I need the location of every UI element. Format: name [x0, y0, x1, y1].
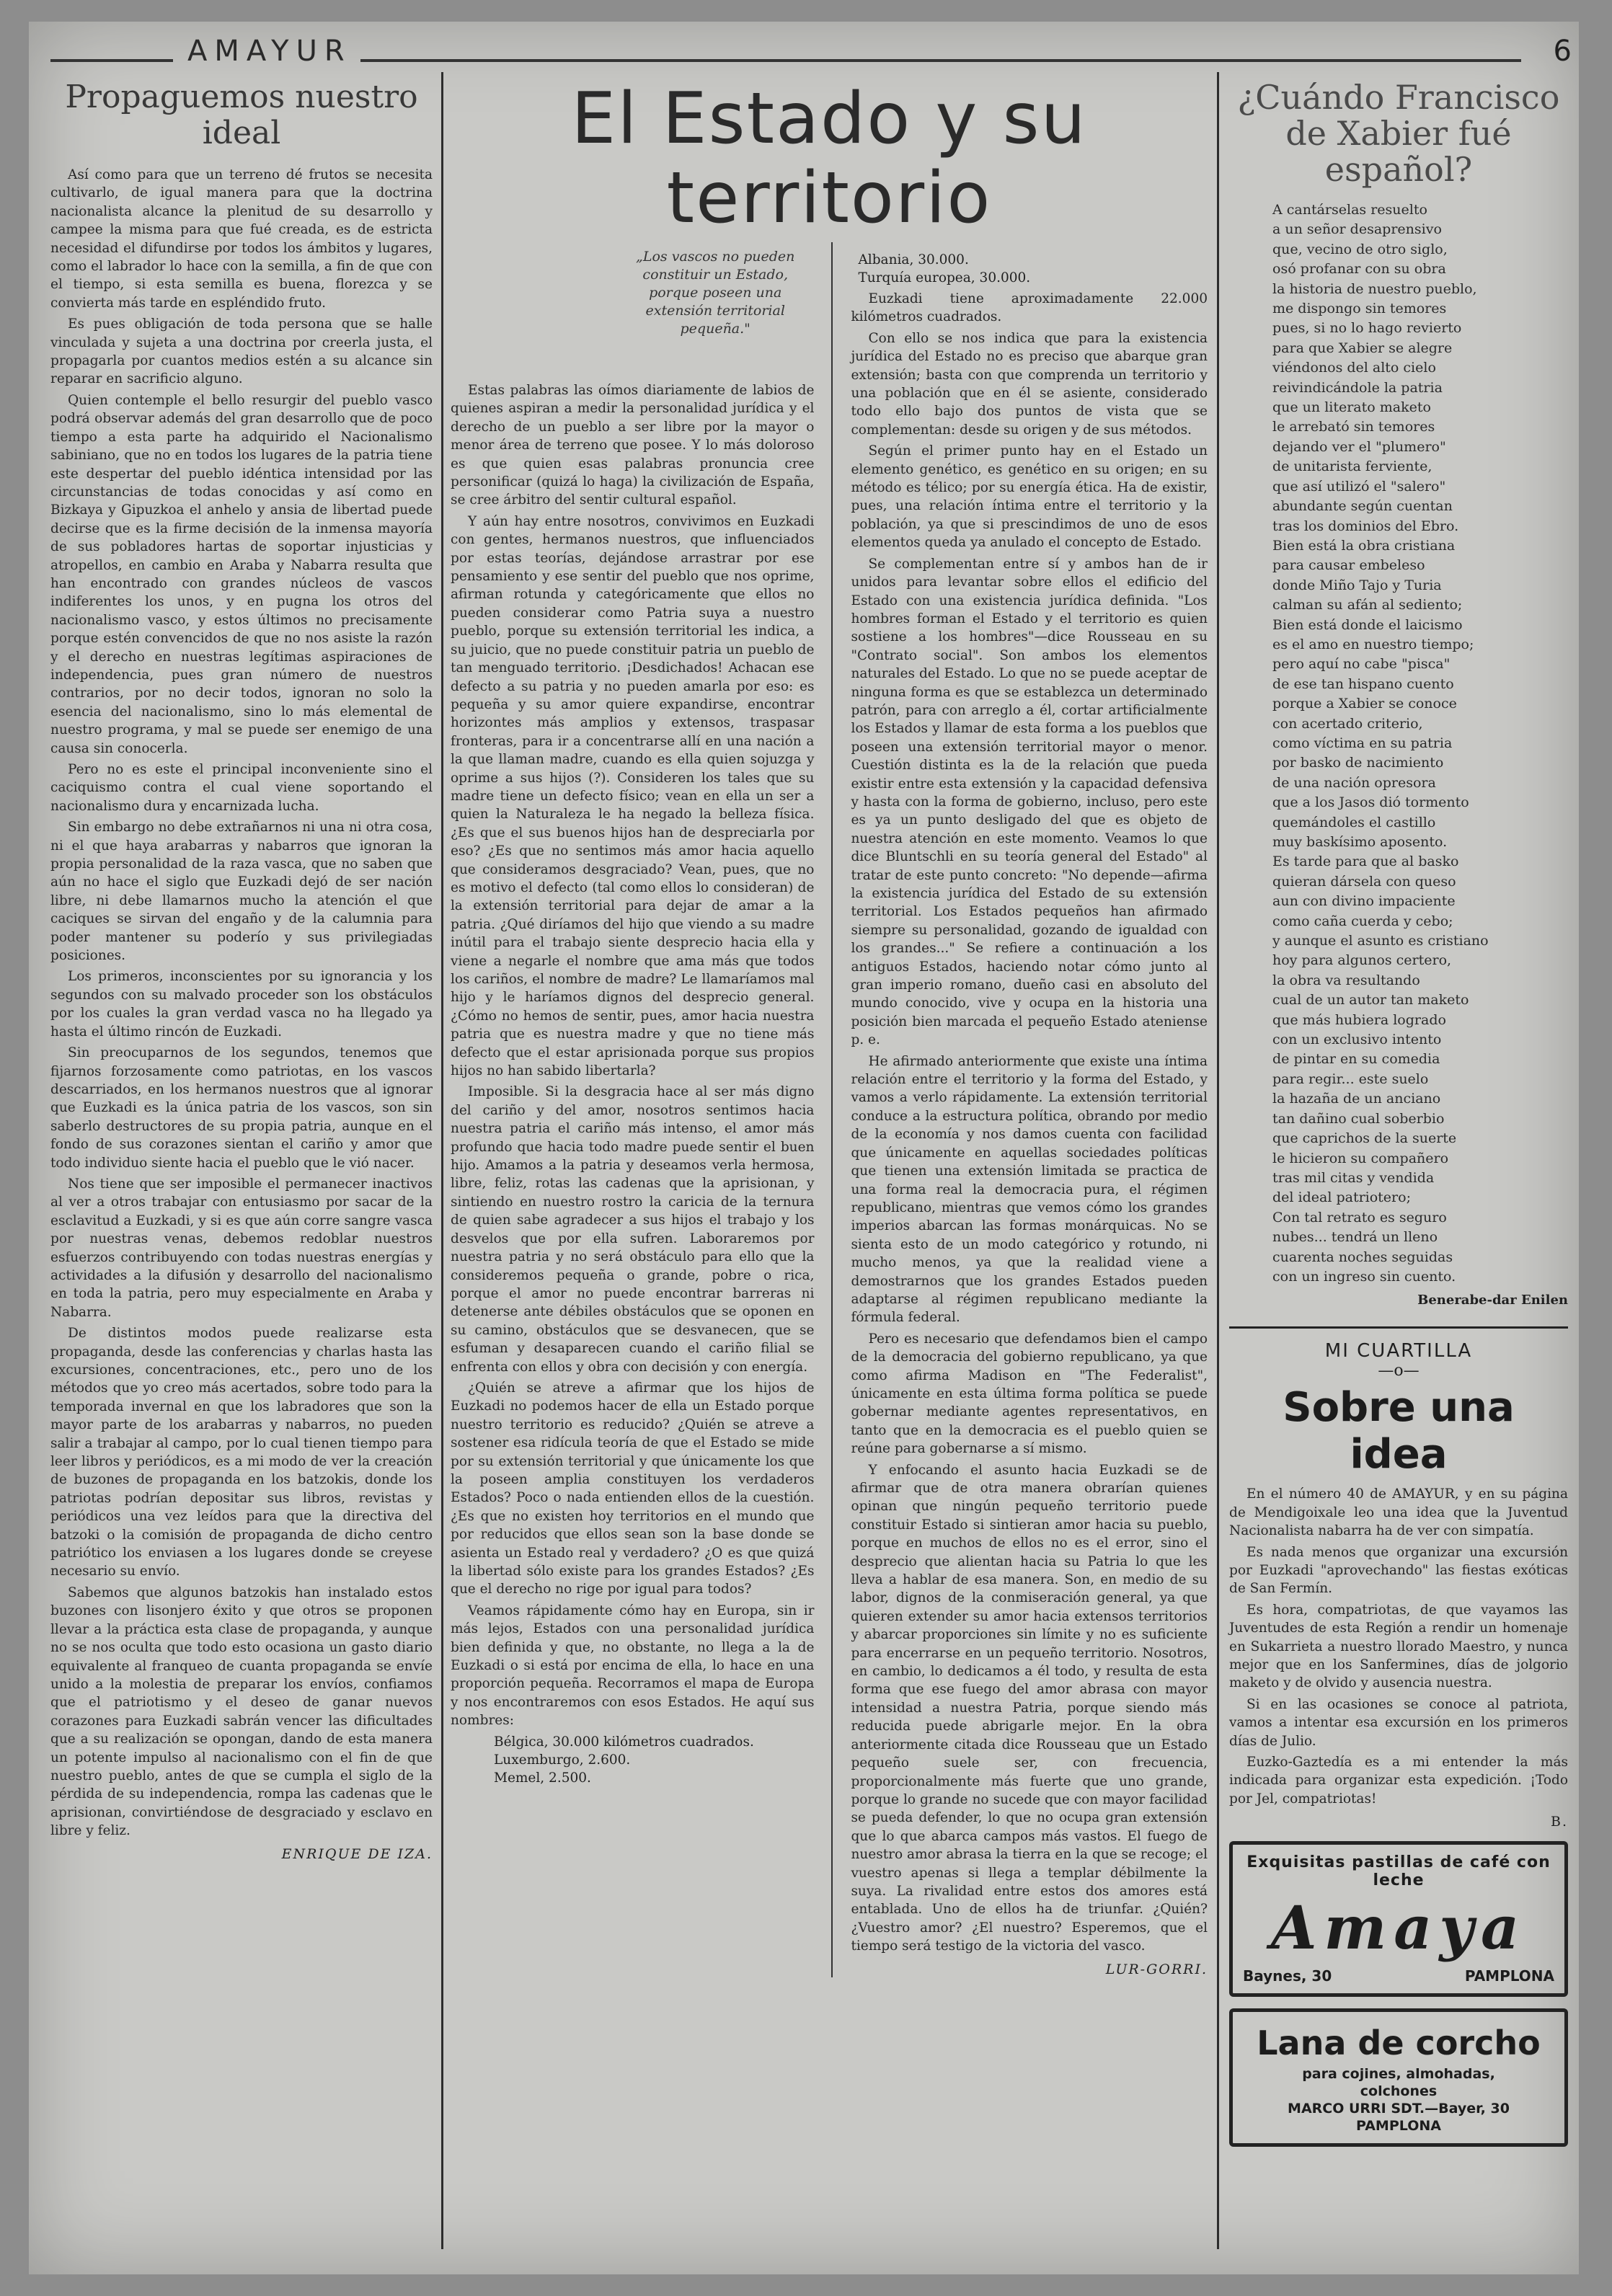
- masthead: [50, 35, 1572, 78]
- paragraph: Imposible. Si la desgracia hace al ser más digno del cariño y del amor, nosotros sentimos hacia nuestra patria el cariño más intenso, el amor más profundo que hacia todo madre puede sentir el buen hijo. Amamos a la patria y deseamos verla hermosa, libre, feliz, rotas las cadenas que la aprisionan, y sintiendo en nuestro rostro la caricia de la ternura de quien sabe agradecer a sus hijos el trabajo y los desvelos que por ella sufren. Laboraremos por nuestra patria y no será obstáculo para ello que la consideremos pequeña o grande, pobre o rica, porque el amor no puede encontrar barreras ni detenerse ante débiles obstáculos que se oponen en su camino, obstáculos que se desvanecen, que se esfuman y desaparecen cuando el cariño filial se enfrenta con ellos y obra con decisión y con energía.: [451, 1084, 815, 1375]
- poem-body: [1229, 200, 1568, 1287]
- left-article: [50, 79, 433, 1862]
- page-number: 6: [1553, 35, 1572, 68]
- center-epigraph: „Los vascos no pueden constituir un Estado, porque poseen una extensión territorial pequeña.": [636, 249, 795, 337]
- cuartilla-title: Sobre una idea: [1283, 1384, 1515, 1479]
- poem-line: donde Miño Tajo y Turia: [1272, 577, 1442, 593]
- paragraph: Y aún hay entre nosotros, convivimos en Euzkadi con gentes, hermanos nuestros, que influenciados por estas teorías, dejándose arrastrar por ese pensamiento y ese sentir del pueblo que nos oprime, afirman rotunda y categóricamente que ellos no pueden considerar como Patria suya a nuestro pueblo, porque su extensión territorial les indica, a su juicio, que no puede constituir patria un pueblo de tan menguado territorio. ¡Desdichados! Achacan ese defecto a su patria y no pueden amarla por eso: es pequeña y su amor quiere expandirse, encontrar horizontes más amplios y extensos, traspasar fronteras, para ir a concentrarse allí en una nación a la que llaman madre, cuando es ella quien sojuzga y oprime a sus hijos (?). Consideren los tales que su madre tiene un defecto físico; vean en ella un ser a quien la Naturaleza le ha negado la belleza física. ¿Es que el sus buenos hijos han de despreciarla por eso? ¿Es que no sentimos más amor hacia aquello que consideramos desgraciado? Vean, pues, que no es motivo el defecto (tal como ellos lo consideran) de la extensión territorial para dejar de amar a la patria. ¿Qué diríamos del hijo que viendo a su madre inútil para el trabajo siente desprecio hacia ella y viene a negarle el nombre que ama más que todos los cariños, el nombre de madre? Le llamaríamos mal hijo y le haríamos dignos del desprecio general. ¿Cómo no hemos de sentir, pues, amor hacia nuestra patria que es nuestra madre y que no tiene más defecto que el estar aprisionada porque sus propios hijos no han sabido libertarla?: [451, 513, 815, 1079]
- section-divider: [1229, 1326, 1568, 1329]
- poem-line: que un literato maketo: [1272, 399, 1431, 416]
- paragraph: ¿Quién se atreve a afirmar que los hijos de Euzkadi no podemos hacer de ella un Estado porque nuestro territorio es reducido? ¿Quién se atreve a sostener esa ridícula teoría de que el Estado se mide por su extensión territorial y que únicamente los que la poseen amplia constituyen los verdaderos Estados? Poco o nada entienden ellos de la cuestión. ¿Es que no existen hoy territorios en el mundo que por reducidos que ellos sean son la base donde se asienta un Estado real y verdadero? ¿O es que quizá la libertad sólo existe para los grandes Estados? ¿Es que el derecho no rige por igual para todos?: [451, 1380, 815, 1597]
- poem-line: que así utilizó el "salero": [1272, 478, 1446, 495]
- ad-corcho-line2: colchones: [1360, 2083, 1438, 2100]
- poem-line: A cantárselas resuelto: [1272, 202, 1427, 218]
- paragraph: Según el primer punto hay en el Estado un elemento genético, es genético en su origen; en su método es télico; por su energía ética. Ha de existir, pues, una relación íntima entre el territorio y la población, ya que si prescindimos de uno de esos elementos queda ya anulado el concepto de Estado.: [851, 443, 1208, 551]
- poem-line: de una nación opresora: [1272, 774, 1436, 791]
- masthead-rule-left: [50, 59, 173, 62]
- paragraph: Y enfocando el asunto hacia Euzkadi se de afirmar que de otra manera obrarían quienes opinan que ningún pequeño territorio puede constituir Estado si sintieran amor hacia su pueblo, porque en muchos de ellos no es el error, sino el desprecio que alientan hacia su Patria lo que les lleva a hablar de esa manera. Son, en medio de su labor, dignos de la conmiseración general, ya que quieren extender su amor hacia extensos territorios y abarcar proporciones sin límite y no es suficiente para encerrarse en un pequeño territorio. Nosotros, en cambio, lo dedicamos a él todo, y resulta de esta forma que ese fuego del amor abrasa con mayor intensidad a nuestra Patria, porque siendo más reducida puede abrigarle mejor. En la obra anteriormente citada dice Rousseau que un Estado pequeño suele ser, con frecuencia, proporcionalmente más fuerte que uno grande, porque lo grande no sucede que con mayor facilidad se pueda defender, lo que no ocupa gran extensión que lo que abarca campos más vastos. El fuego de nuestro amor abrasa la tierra en la que se recoge; el vuestro apenas si llega a templar débilmente la suya. La rivalidad entre estos dos amores está entablada. Uno de ellos ha de triunfar. ¿Quién? ¿Vuestro amor? ¿El nuestro? Esperemos, que el tiempo será testigo de la victoria del vasco.: [851, 1462, 1208, 1954]
- paragraph: Euzko-Gaztedía es a mi entender la más indicada para organizar esta expedición. ¡Todo por Jel, compatriotas!: [1229, 1755, 1568, 1807]
- poem-line: de unitarista ferviente,: [1272, 458, 1432, 475]
- poem-line: quieran dársela con queso: [1272, 873, 1456, 890]
- ad-amaya: [1229, 1841, 1568, 1997]
- poem-line: que, vecino de otro siglo,: [1272, 241, 1448, 257]
- poem-line: la hazaña de un anciano: [1272, 1091, 1441, 1107]
- table-row: Bélgica, 30.000 kilómetros cuadrados.: [494, 1734, 754, 1750]
- poem-line: abundante según cuentan: [1272, 498, 1453, 515]
- ad-amaya-tagline: Exquisitas pastillas de café con leche: [1246, 1853, 1551, 1890]
- paragraph: Los primeros, inconscientes por su ignorancia y los segundos con su malvado proceder son los obstáculos por los cuales la gran verdad vasca no ha llegado ya hasta el último rincón de Euzkadi.: [50, 969, 433, 1040]
- poem-line: y aunque el asunto es cristiano: [1272, 933, 1489, 949]
- poem-line: con acertado criterio,: [1272, 715, 1423, 732]
- poem-line: cuarenta noches seguidas: [1272, 1249, 1453, 1265]
- center-divider: [831, 242, 833, 1977]
- poem-line: Es tarde para que al basko: [1272, 854, 1459, 870]
- ad-corcho-line3: MARCO URRI SDT.—Bayer, 30: [1288, 2101, 1510, 2117]
- states-table-cont: [858, 251, 1208, 287]
- poem-line: Bien está donde el laicismo: [1272, 616, 1463, 633]
- poem-line: que más hubiera logrado: [1272, 1011, 1446, 1028]
- poem-line: dejando ver el "plumero": [1272, 438, 1446, 455]
- table-row: Albania, 30.000.: [858, 252, 969, 267]
- masthead-rule-right: [360, 59, 1521, 62]
- newspaper-page: [29, 22, 1579, 2274]
- ad-amaya-brand: Amaya: [1270, 1894, 1527, 1964]
- left-article-body: [50, 166, 433, 1840]
- poem-line: tras los dominios del Ebro.: [1272, 518, 1459, 534]
- column-divider: [1217, 72, 1219, 2249]
- poem-line: porque a Xabier se conoce: [1272, 696, 1457, 712]
- paragraph: He afirmado anteriormente que existe una íntima relación entre el territorio y la forma del Estado, y vamos a verlo rápidamente. La extensión territorial conduce a la estructura política, obrando por medio de la economía y nos damos cuenta con facilidad que únicamente en aquellas sociedades políticas que tienen una extensión limitada se practica de una forma real la democracia pura, el régimen republicano, mientras que vemos cómo los grandes imperios abarcan las formas monárquicas. No se sienta esto de un modo categórico y rotundo, ni mucho menos, ya que la realidad viene a demostrarnos que los grandes Estados pueden adaptarse al régimen republicano mediante la fórmula federal.: [851, 1053, 1208, 1326]
- table-row: Turquía europea, 30.000.: [858, 270, 1031, 285]
- poem-line: aun con divino impaciente: [1272, 893, 1456, 910]
- poem-line: como víctima en su patria: [1272, 735, 1453, 751]
- poem-line: muy baskísimo aposento.: [1272, 834, 1448, 850]
- poem-title: ¿Cuándo Francisco de Xabier fué español?: [1237, 78, 1560, 189]
- left-article-title: Propaguemos nuestro ideal: [65, 79, 418, 151]
- poem-line: osó profanar con su obra: [1272, 261, 1446, 278]
- left-article-signature: ENRIQUE DE IZA.: [281, 1845, 433, 1862]
- table-row: Luxemburgo, 2.600.: [494, 1752, 631, 1768]
- center-col-1-body: [451, 381, 814, 1730]
- poem-line: a un señor desaprensivo: [1272, 221, 1442, 238]
- paragraph: Así como para que un terreno dé frutos se necesita cultivarlo, de igual manera para que la doctrina nacionalista alcance la plenitud de su desarrollo y campee la misma para que fué creada, es de estricta necesidad el difundirse por todos los ámbitos y lugares, como el labrador lo hace con la semilla, a fin de que con el tiempo, si esta semilla es buena, florezca y se convierta más tarde en espléndido fruto.: [50, 167, 433, 311]
- poem-line: para que Xabier se alegre: [1272, 340, 1453, 356]
- poem-line: tan dañino cual soberbio: [1272, 1110, 1445, 1127]
- poem-line: le arrebató sin temores: [1272, 419, 1435, 435]
- table-row: Memel, 2.500.: [494, 1770, 591, 1786]
- poem-line: la historia de nuestro pueblo,: [1272, 280, 1477, 297]
- paragraph: Sin preocuparnos de los segundos, tenemos que fijarnos forzosamente como patriotas, en los vascos descarriados, en los hermanos nuestros que al ignorar que Euzkadi es la única patria de los vascos, son sin saberlo destructores de su propia patria, aunque en el fondo de sus corazones sientan el cariño y amor que todo individuo siente hacia el pueblo que le vió nacer.: [50, 1045, 433, 1171]
- ad-amaya-city: PAMPLONA: [1464, 1967, 1554, 1985]
- poem-line: es el amo en nuestro tiempo;: [1272, 636, 1474, 652]
- center-article: [451, 79, 1208, 1977]
- poem-line: de ese tan hispano cuento: [1272, 675, 1454, 692]
- newspaper-name: AMAYUR: [187, 35, 352, 68]
- cuartilla-heading: MI CUARTILLA: [1324, 1340, 1473, 1362]
- center-article-signature: LUR-GORRI.: [1105, 1961, 1208, 1977]
- poem-line: que caprichos de la suerte: [1272, 1130, 1457, 1147]
- paragraph: Si en las ocasiones se conoce al patriota, vamos a intentar esa excursión en los primeros días de Julio.: [1229, 1696, 1568, 1749]
- ad-corcho-title: Lana de corcho: [1257, 2024, 1541, 2063]
- paragraph: Estas palabras las oímos diariamente de labios de quienes aspiran a medir la personalidad jurídica y el derecho de un pueblo a ser libre por la mayor o menor área de terreno que posee. Y lo más doloroso es que quien esas palabras pronuncia cree personificar (quizá lo haga) la civilización de España, se cree árbitro del sentir cultural español.: [451, 383, 815, 508]
- column-divider: [441, 72, 443, 2249]
- ad-amaya-address: Baynes, 30: [1243, 1967, 1332, 1985]
- right-column: [1229, 79, 1568, 2158]
- paragraph: En el número 40 de AMAYUR, y en su página de Mendigoixale leo una idea que la Juventud Nacionalista nabarra ha de ver con simpatía.: [1229, 1486, 1568, 1539]
- poem-line: por basko de nacimiento: [1272, 755, 1444, 771]
- ad-corcho-line1: para cojines, almohadas,: [1302, 2066, 1495, 2083]
- poem-line: tras mil citas y vendida: [1272, 1169, 1435, 1186]
- ad-corcho-city: PAMPLONA: [1356, 2118, 1441, 2135]
- ad-corcho: [1229, 2008, 1568, 2147]
- poem-line: con un ingreso sin cuento.: [1272, 1268, 1456, 1285]
- center-col-2-body: [851, 290, 1208, 1956]
- paragraph: Nos tiene que ser imposible el permanecer inactivos al ver a otros trabajar con entusiasmo por sacar de la esclavitud a Euzkadi, y si es que aún corre sangre vasca por nuestras venas, debemos redoblar nuestros esfuerzos contribuyendo con todas nuestras energías y actividades a la difusión y desarrollo del nacionalismo en toda la patria, pero muy especialmente en Araba y Nabarra.: [50, 1176, 433, 1320]
- poem-line: de pintar en su comedia: [1272, 1051, 1440, 1068]
- paragraph: Es hora, compatriotas, de que vayamos las Juventudes de esta Región a rendir un homenaje en Sukarrieta a nuestro llorado Maestro, y nunca mejor que en los Sanfermines, días de jolgorio maketo y de olvido y ausencia nuestra.: [1229, 1602, 1568, 1691]
- poem-line: reivindicándole la patria: [1272, 379, 1443, 396]
- paragraph: Con ello se nos indica que para la existencia jurídica del Estado no es preciso que abarque gran extensión; basta con que comprenda un territorio y una población que en él se asiente, considerado todo ello bajo dos puntos de vista que se complementan: desde su origen y de sus métodos.: [851, 330, 1208, 438]
- poem-line: para causar embeleso: [1272, 557, 1425, 574]
- poem-line: del ideal patriotero;: [1272, 1189, 1411, 1206]
- center-col-1: [451, 248, 814, 1977]
- poem-line: viéndonos del alto cielo: [1272, 360, 1436, 376]
- poem-line: quemándoles el castillo: [1272, 814, 1436, 830]
- paragraph: Euzkadi tiene aproximadamente 22.000 kilómetros cuadrados.: [851, 291, 1208, 325]
- poem-line: calman su afán al sediento;: [1272, 597, 1463, 613]
- paragraph: Sabemos que algunos batzokis han instalado estos buzones con lisonjero éxito y que otros se proponen llevar a la práctica esta clase de propaganda, y aunque no se nos oculta que todo esto ocasiona un gasto diario equivalente al franqueo de cuanta propaganda se envíe unido a la molestia de preparar los envíos, confiamos que el patriotismo y el deseo de ganar nuevos corazones para Euzkadi sabrán vencer las dificultades que a su realización se opongan, dando de esta manera un potente impulso al nacionalismo con el fin de que nuestro pueblo, antes de que se cumpla el siglo de la pérdida de su independencia, rompa las cadenas que le aprisionan, convirtiéndose de desgraciado y esclavo en libre y feliz.: [50, 1584, 433, 1839]
- ornament: —o—: [1378, 1362, 1420, 1380]
- paragraph: Sin embargo no debe extrañarnos ni una ni otra cosa, ni el que haya arabarras y nabarros que ignoran la propia personalidad de la raza vasca, que no saben que aún no hace el siglo que Euzkadi dejó de ser nación libre, ni debe llamarnos mucho la atención el que caciques se sirvan del engaño y de la calumnia para poder mantener su poderío y sus privilegiadas posiciones.: [50, 820, 433, 964]
- poem-line: hoy para algunos certero,: [1272, 952, 1452, 969]
- poem-line: que a los Jasos dió tormento: [1272, 794, 1469, 811]
- states-table: [494, 1733, 814, 1787]
- poem-line: para regir... este suelo: [1272, 1071, 1429, 1087]
- paragraph: Es pues obligación de toda persona que se halle vinculada y sujeta a una doctrina por creerla justa, el propagarla por cuantos medios estén a su alcance sin reparar en sacrificio alguno.: [50, 316, 433, 387]
- poem-line: como caña cuerda y cebo;: [1272, 913, 1453, 929]
- paragraph: De distintos modos puede realizarse esta propaganda, desde las conferencias y charlas hasta las excursiones, concentraciones, etc., pero uno de los métodos que yo creo más acertados, sobre todo para la temporada invernal en que los labradores que son la mayor parte de los arabarras y nabarros, no pueden salir a trabajar al campo, por lo cual tienen tiempo para leer libros y periódicos, es a mi modo de ver la creación de buzones de propaganda en los batzokis, donde los patriotas podrían depositar sus libros, revistas y periódicos una vez leídos para que la directiva del batzoki o la comisión de propaganda de dicho centro patriótico los enviasen a los lugares donde se creyese necesario su envío.: [50, 1326, 433, 1579]
- poem-line: pues, si no lo hago revierto: [1272, 320, 1462, 337]
- poem-signature: Benerabe-dar Enilen: [1417, 1293, 1568, 1308]
- paragraph: Se complementan entre sí y ambos han de ir unidos para levantar sobre ellos el edificio del Estado con una existencia jurídica definida. "Los hombres forman el Estado y el territorio es quien sostiene a los hombres"—dice Rousseau en su "Contrato social". Son ambos los elementos naturales del Estado. Lo que no se puede aceptar de ninguna forma es que se establezca un determinado patrón, para con arreglo a él, cortar artificialmente los Estados y llamar de esta forma a los pueblos que poseen una extensión territorial mayor o menor. Cuestión distinta es la de la relación que pueda existir entre esta extensión y la capacidad defensiva y hasta con la forma de gobierno, incluso, pero este es ya un punto desligado del que es objeto de nuestra atención en este momento. Veamos lo que dice Bluntschli en su teoría general del Estado" al tratar de este punto concreto: "No depende—afirma la existencia jurídica del Estado de su extensión territorial. Los Estados pequeños han afirmado siempre su personalidad, gozando de igualdad con los grandes..." Se refiere a continuación a los antiguos Estados, haciendo notar cómo junto al gran imperio romano, dueño casi en absoluto del mundo conocido, vive y ocupa en la historia una posición bien marcada el pequeño Estado ateniense p. e.: [851, 556, 1208, 1048]
- poem-line: me dispongo sin temores: [1272, 301, 1447, 317]
- poem-line: nubes... tendrá un lleno: [1272, 1229, 1438, 1246]
- center-col-2: [851, 248, 1208, 1977]
- paragraph: Quien contemple el bello resurgir del pueblo vasco podrá observar además del gran desarrollo que de poco tiempo a esta parte ha adquirido el Nacionalismo sabiniano, que no en todos los lugares de la patria tiene este despertar del pueblo idéntica intensidad por las circunstancias de todas conocidas y así como en Bizkaya y Gipuzkoa el anhelo y ansia de libertad puede decirse que es la firme decisión de la inmensa mayoría de sus pobladores hartas de soportar injusticias y atropellos, en cambio en Araba y Nabarra resulta que han encontrado con grandes núcleos de vascos indiferentes los unos, y en pugna los otros del nacionalismo vasco, y estos últimos no precisamente porque estén convencidos de que no nos asiste la razón y el derecho en nuestras legítimas aspiraciones de independencia, pues gran número de nuestros contrarios, por no decir todos, ignoran no solo la esencia del nacionalismo, sino lo más elemental de nuestro programa, y mal se puede ser enemigo de una causa sin conocerla.: [50, 392, 433, 756]
- poem-line: pero aquí no cabe "pisca": [1272, 656, 1451, 673]
- center-article-title: El Estado y su territorio: [571, 78, 1087, 239]
- poem-line: cual de un autor tan maketo: [1272, 992, 1469, 1009]
- poem-line: le hicieron su compañero: [1272, 1150, 1449, 1166]
- poem-line: la obra va resultando: [1272, 972, 1420, 988]
- cuartilla-body: [1229, 1485, 1568, 1808]
- poem-line: Bien está la obra cristiana: [1272, 537, 1456, 554]
- paragraph: Pero no es este el principal inconveniente sino el caciquismo contra el cual viene soportando el nacionalismo dura y encarnizada lucha.: [50, 762, 433, 814]
- poem-line: Con tal retrato es seguro: [1272, 1209, 1447, 1225]
- paragraph: Pero es necesario que defendamos bien el campo de la democracia del gobierno republicano, ya que como afirma Madison en "The Federalist", únicamente en esta última forma política se puede gobernar mediante agentes representativos, en tanto que en la democracia es el pueblo quien se reúne para gobernarse a sí mismo.: [851, 1331, 1208, 1457]
- cuartilla-signature: B.: [1550, 1814, 1568, 1830]
- paragraph: Es nada menos que organizar una excursión por Euzkadi "aprovechando" las fiestas exóticas de San Fermín.: [1229, 1544, 1568, 1597]
- paragraph: Veamos rápidamente cómo hay en Europa, sin ir más lejos, Estados con una personalidad jurídica bien definida y que, no obstante, no llega a la de Euzkadi o si está por encima de ella, lo hace en una proporción pequeña. Recorramos el mapa de Europa y nos encontraremos con esos Estados. He aquí sus nombres:: [451, 1603, 815, 1729]
- poem-line: con un exclusivo intento: [1272, 1032, 1442, 1048]
